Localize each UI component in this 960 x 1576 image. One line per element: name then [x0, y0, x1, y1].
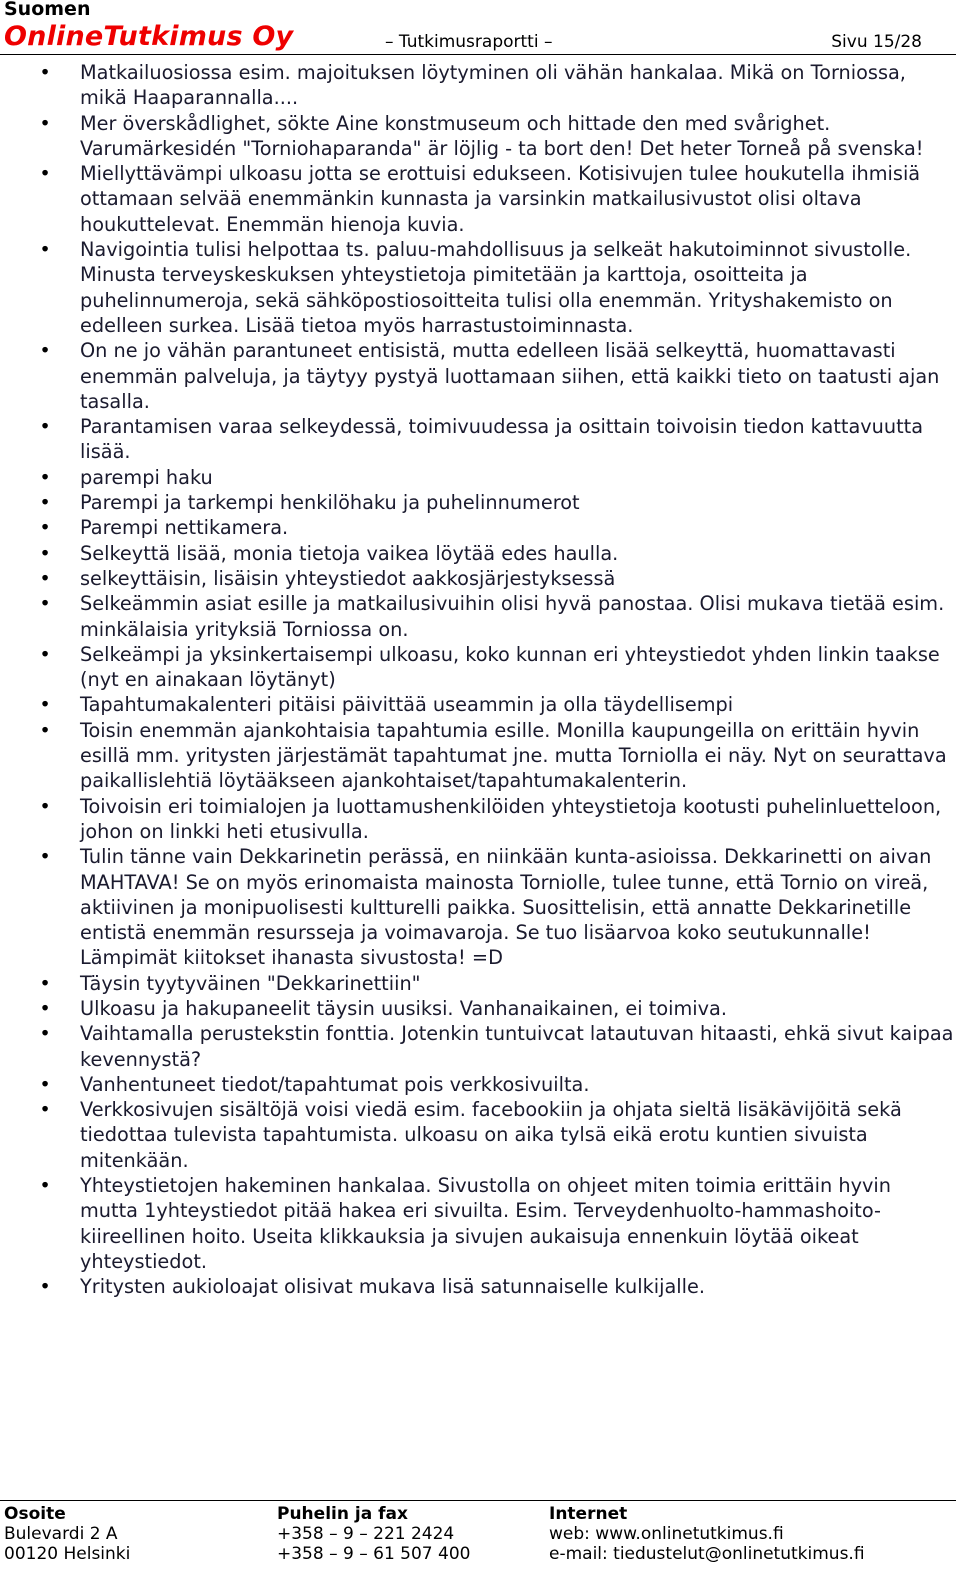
company-name-logo: OnlineTutkimus Oy [4, 21, 294, 52]
bullet-icon: • [39, 541, 51, 565]
bullet-icon: • [39, 971, 51, 995]
bullet-icon: • [39, 516, 51, 540]
phone-number: +358 – 9 – 221 2424 [277, 1524, 455, 1544]
list-item [0, 642, 960, 693]
list-item [0, 111, 960, 162]
footer-internet [549, 1504, 865, 1564]
header-divider [0, 54, 956, 55]
bullet-icon: • [39, 238, 51, 262]
list-item [0, 794, 960, 845]
list-item [0, 338, 960, 414]
list-item [0, 515, 960, 540]
list-item [0, 414, 960, 465]
internet-heading: Internet [549, 1504, 628, 1524]
bullet-icon: • [39, 162, 51, 186]
list-item [0, 161, 960, 237]
bullet-icon: • [39, 1072, 51, 1096]
bullet-icon: • [39, 1098, 51, 1122]
list-item-text: Navigointia tulisi helpottaa ts. paluu-mahdollisuus ja selkeät hakutoiminnot sivustolle. Minusta terveyskeskuksen yhteystietoja pimitetään ja karttoja, osoitteita ja puhelinnumeroja, sekä sähköpostiosoitteita tulisi olla enemmän. Yrityshakemisto on edelleen surkea. Lisää tietoa myös harrastustoiminnasta. [80, 238, 912, 337]
bullet-icon: • [39, 491, 51, 515]
list-item [0, 1097, 960, 1173]
list-item-text: Parempi nettikamera. [80, 516, 289, 540]
bullet-icon: • [39, 415, 51, 439]
fax-number: +358 – 9 – 61 507 400 [277, 1544, 471, 1564]
list-item-text: selkeyttäisin, lisäisin yhteystiedot aakkosjärjestyksessä [80, 566, 616, 590]
footer-divider [0, 1500, 956, 1501]
list-item-text: Matkailuosiossa esim. majoituksen löytyminen oli vähän hankalaa. Mikä on Torniossa, mikä Haaparannalla.... [80, 61, 906, 110]
list-item [0, 490, 960, 515]
list-item-text: Parantamisen varaa selkeydessä, toimivuudessa ja osittain toivoisin tiedon kattavuutta lisää. [80, 415, 924, 464]
list-item [0, 60, 960, 111]
bullet-icon: • [39, 693, 51, 717]
list-item-text: Miellyttävämpi ulkoasu jotta se erottuisi edukseen. Kotisivujen tulee houkutella ihmisiä ottamaan selvää enemmänkin kunnasta ja varsinkin matkailusivustot olisi oltava houkuttelevat. Enemmän hienoja kuvia. [80, 162, 921, 236]
list-item [0, 541, 960, 566]
list-item-text: Tapahtumakalenteri pitäisi päivittää useammin ja olla täydellisempi [80, 693, 734, 717]
bullet-icon: • [39, 794, 51, 818]
bullet-icon: • [39, 111, 51, 135]
list-item-text: Selkeyttä lisää, monia tietoja vaikea löytää edes haulla. [80, 541, 619, 565]
bullet-icon: • [39, 339, 51, 363]
list-item [0, 844, 960, 970]
list-item-text: Verkkosivujen sisältöjä voisi viedä esim. facebookiin ja ohjata sieltä lisäkävijöitä sekä tiedottaa tulevista tapahtumista. ulkoasu on aika tylsä eikä erotu kuntien sivuista mitenkään. [80, 1098, 902, 1172]
bullet-icon: • [39, 566, 51, 590]
footer-address [4, 1504, 130, 1564]
list-item [0, 1072, 960, 1097]
list-item-text: Tulin tänne vain Dekkarinetin perässä, en niinkään kunta-asioissa. Dekkarinetti on aivan MAHTAVA! Se on myös erinomaista mainosta Torniolle, tulee tunne, että Tornio on vireä, aktiivinen ja monipuolisesti kultturelli paikka. Suosittelisin, että annatte Dekkarinetille entistä enemmän resursseja ja voimavaroja. Se tuo lisäarvoa koko seutukunnalle! Lämpimät kiitokset ihanasta sivustosta! =D [80, 845, 932, 970]
email-address: e-mail: tiedustelut@onlinetutkimus.fi [549, 1544, 865, 1564]
phone-heading: Puhelin ja fax [277, 1504, 408, 1524]
list-item-text: parempi haku [80, 465, 213, 489]
list-item [0, 996, 960, 1021]
bullet-icon: • [39, 845, 51, 869]
list-item [0, 465, 960, 490]
bullet-icon: • [39, 1275, 51, 1299]
list-item [0, 566, 960, 591]
bullet-icon: • [39, 1022, 51, 1046]
list-item [0, 971, 960, 996]
bullet-icon: • [39, 592, 51, 616]
list-item [0, 692, 960, 717]
list-item [0, 718, 960, 794]
report-title: – Tutkimusraportti – [385, 32, 553, 52]
footer-phone [277, 1504, 470, 1564]
list-item-text: Selkeämpi ja yksinkertaisempi ulkoasu, koko kunnan eri yhteystiedot yhden linkin taakse (nyt en ainakaan löytänyt) [80, 642, 940, 692]
list-item [0, 1274, 960, 1299]
address-heading: Osoite [4, 1504, 66, 1524]
list-item-text: Vaihtamalla perustekstin fonttia. Jotenkin tuntuivcat latautuvan hitaasti, ehkä sivut kaipaa kevennystä? [80, 1022, 954, 1071]
list-item-text: Selkeämmin asiat esille ja matkailusivuihin olisi hyvä panostaa. Olisi mukava tietää esim. minkälaisia yrityksiä Torniossa on. [80, 592, 945, 641]
street-address: Bulevardi 2 A [4, 1524, 118, 1544]
postal-address: 00120 Helsinki [4, 1544, 131, 1564]
bullet-icon: • [39, 996, 51, 1020]
bullet-icon: • [39, 465, 51, 489]
page-number: Sivu 15/28 [831, 32, 922, 52]
list-item-text: On ne jo vähän parantuneet entisistä, mutta edelleen lisää selkeyttä, huomattavasti enemmän palveluja, ja täytyy pystyä luottamaan siihen, että kaikki tieto on taatusti ajan tasalla. [80, 339, 940, 413]
list-item-text: Ulkoasu ja hakupaneelit täysin uusiksi. Vanhanaikainen, ei toimiva. [80, 996, 727, 1020]
list-item-text: Mer överskådlighet, sökte Aine konstmuseum och hittade den med svårighet. Varumärkesidén "Torniohaparanda" är löjlig - ta bort den! Det heter Torneå på svenska! [80, 111, 924, 160]
list-item [0, 591, 960, 642]
bullet-icon: • [39, 642, 51, 666]
bullet-icon: • [39, 718, 51, 742]
list-item-text: Yritysten aukioloajat olisivat mukava lisä satunnaiselle kulkijalle. [80, 1275, 705, 1299]
list-item-text: Toivoisin eri toimialojen ja luottamushenkilöiden yhteystietoja kootusti puhelinluetteloon, johon on linkki heti etusivulla. [80, 794, 942, 843]
company-name-line1: Suomen [4, 0, 91, 20]
list-item [0, 1021, 960, 1072]
list-item-text: Toisin enemmän ajankohtaisia tapahtumia esille. Monilla kaupungeilla on erittäin hyvin esillä mm. yritysten järjestämät tapahtumat jne. mutta Torniolla ei näy. Nyt on seurattava paikallislehtiä löytääkseen ajankohtaiset/tapahtumakalenterin. [80, 718, 947, 793]
page-footer [0, 1500, 960, 1576]
bullet-icon: • [39, 61, 51, 84]
web-address: web: www.onlinetutkimus.fi [549, 1524, 784, 1544]
list-item [0, 1173, 960, 1274]
bullet-icon: • [39, 1174, 51, 1198]
page-header [0, 0, 960, 56]
list-item-text: Vanhentuneet tiedot/tapahtumat pois verkkosivuilta. [80, 1072, 590, 1096]
list-item-text: Yhteystietojen hakeminen hankalaa. Sivustolla on ohjeet miten toimia erittäin hyvin mutta 1yhteystiedot pitää hakea eri sivuilta. Esim. Terveydenhuolto-hammashoito-kiireellinen hoito. Useita klikkauksia ja sivujen aukaisuja ennenkuin löytää oikeat yhteystiedot. [80, 1174, 892, 1273]
list-item-text: Täysin tyytyväinen "Dekkarinettiin" [80, 971, 421, 995]
list-item [0, 237, 960, 338]
feedback-list [0, 60, 960, 1300]
list-item-text: Parempi ja tarkempi henkilöhaku ja puhelinnumerot [80, 491, 580, 515]
